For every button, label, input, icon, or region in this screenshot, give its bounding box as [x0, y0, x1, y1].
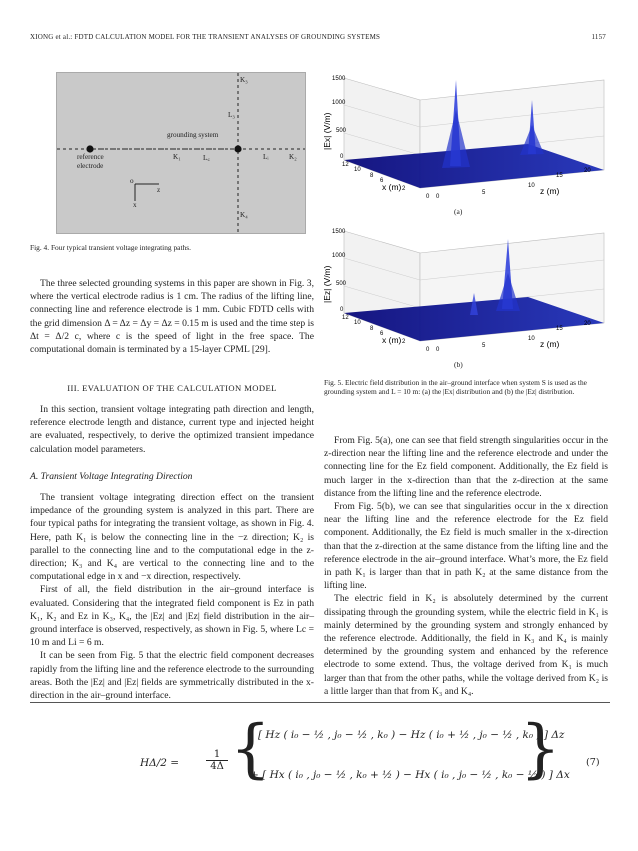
xtick-12: 12: [342, 162, 349, 168]
fraction-numerator: 1: [206, 749, 228, 761]
label-electrode: electrode: [77, 162, 104, 170]
figure-5b-sublabel: (b): [454, 360, 463, 369]
zlabel: z (m): [540, 339, 560, 349]
equation-lhs: HΔ/2 =: [140, 757, 180, 769]
fraction-denominator: 4Δ: [210, 761, 224, 772]
ylabel: |Ez| (V/m): [322, 265, 332, 303]
label-lc: L꜀: [203, 154, 210, 162]
equation-7: [30, 702, 610, 811]
xtick-8: 8: [370, 173, 374, 179]
xtick-6: 6: [380, 331, 384, 337]
label-k3: K₃: [240, 76, 248, 84]
label-k1: K₁: [173, 153, 181, 161]
ztick-10: 10: [528, 183, 535, 189]
label-l3: L₃: [228, 111, 235, 119]
vtick-0: 0: [340, 307, 344, 313]
label-axis-x: x: [133, 201, 137, 209]
ztick-20: 20: [584, 321, 591, 327]
xtick-12: 12: [342, 315, 349, 321]
label-grounding-system: grounding system: [167, 131, 219, 139]
right-column: [324, 434, 608, 698]
xtick-10: 10: [354, 320, 361, 326]
zlabel: z (m): [540, 186, 560, 196]
right-para-2: From Fig. 5(b), we can see that singularities occur in the x direction near the lifting line and the reference electrode for the Ez field component. Additionally, the Ez field is much smaller in the x-direction than that the z-direction at the same distance from the lifting line and the reference electrode in the air–ground interface. What’s more, the Ez field in path K₁ is larger than that in path K₂ at the same distance from the lifting line.: [324, 501, 608, 592]
xtick-0: 0: [426, 347, 430, 353]
equation-row-1: [ Hz ( i₀ − ½ , j₀ − ½ , k₀ ) − Hz ( i₀ + ½ , j₀ − ½ , k₀ ) ] Δz: [258, 729, 565, 741]
vtick-1000: 1000: [332, 253, 346, 259]
left-para-4: First of all, the field distribution in the air–ground interface is evaluated. Considering that the integrated field component is Ez in path K₁, K₂ and Ez in K₃, K₄, the |Ez| and |Ez| field distribution in the air–ground interface is observed, respectively, as shown in Fig. 5, where Lc = 10 m and Li = 6 m.: [30, 584, 314, 649]
section-title: III. EVALUATION OF THE CALCULATION MODEL: [67, 383, 277, 393]
xtick-10: 10: [354, 167, 361, 173]
label-k2: K₂: [289, 153, 297, 161]
left-brace: {: [230, 712, 271, 786]
figure-5a: [322, 70, 608, 220]
figure-5-caption: Fig. 5. Electric field distribution in the air–ground interface when system S is used as the grounding system and L = 10 m: (a) the |Ex| distribution and (b) the |Ez| distribution.: [324, 378, 587, 397]
xtick-2: 2: [402, 339, 406, 345]
figure-4-diagram: [56, 72, 306, 234]
left-para-3: The transient voltage integrating direction effect on the transient impedance of the grounding system is analyzed in this part. There are four typical paths for integrating the transient voltage, as shown in Fig. 4. Here, path K₁ is below the connecting line in the −z direction; K₂ is parallel to the connecting line and to the computational edge in the z-direction; K₃ and K₄ are vertical to the connecting line and to the computational edge in x and −x direction, respectively.: [30, 492, 314, 583]
vtick-1500: 1500: [332, 76, 346, 82]
equation-fraction: [206, 749, 228, 772]
right-para-3: The electric field in K₂ is absolutely determined by the current dissipating through the grounding system, while the electric field in K₁ is mainly determined by the grounding system and strongly enhanced by the reference electrode. Additionally, the field in K₃ and K₄ is mainly determined by the grounding system and enhanced by the reference electrode to some extend. Thus, the voltage derived from K₁ is much larger than that from the other paths, while the voltage derived from K₂ is a little larger than that from K₃ and K₄.: [324, 593, 608, 697]
equation-number: (7): [586, 757, 600, 768]
vtick-1500: 1500: [332, 229, 346, 235]
ztick-5: 5: [482, 190, 486, 196]
left-para-1: The three selected grounding systems in this paper are shown in Fig. 3, where the vertical electrode radius is 1 cm. The radius of the lifting line, connecting line and reference electrode is 1 mm. Cubic FDTD cells with the grid dimension Δ = Δz = Δy = Δz = 0.15 m is used and the time step is Δt = Δ/2 c, where c is the speed of light in the free space. The computational domain is terminated by a 15-layer CPML [29].: [30, 278, 315, 356]
subsection-title: A. Transient Voltage Integrating Direction: [30, 471, 193, 482]
vtick-500: 500: [336, 281, 347, 287]
vtick-500: 500: [336, 128, 347, 134]
right-para-1: From Fig. 5(a), one can see that field strength singularities occur in the z-direction near the lifting line and the reference electrode and under the connecting line for the Ez field component. Additionally, the Ez field is much larger in the x-direction than that the z-direction at the same distance from the lifting line and the reference electrode.: [324, 435, 608, 499]
ylabel: |Ex| (V/m): [322, 112, 332, 150]
right-brace: }: [520, 712, 561, 786]
ztick-15: 15: [556, 173, 563, 179]
ztick-5: 5: [482, 343, 486, 349]
ztick-10: 10: [528, 336, 535, 342]
figure-5b: [322, 223, 608, 375]
label-li: Lᵢ: [263, 153, 269, 161]
page-number: 1157: [591, 33, 606, 41]
running-title: XIONG et al.: FDTD CALCULATION MODEL FOR THE TRANSIENT ANALYSES OF GROUNDING SYSTEMS: [30, 33, 381, 41]
xtick-8: 8: [370, 326, 374, 332]
figure-5b-plot: [322, 223, 608, 375]
left-column-3: [30, 491, 314, 702]
xlabel: x (m): [382, 335, 402, 345]
label-reference: reference: [77, 153, 104, 161]
xtick-2: 2: [402, 186, 406, 192]
left-para-2: In this section, transient voltage integrating path direction and length, reference electrode length and distance, current type and injected height are evaluated, respectively, to derive the optimized transient impedance calculation model parameters.: [30, 404, 314, 455]
left-para-5: It can be seen from Fig. 5 that the electric field component decreases rapidly from the lifting line and the reference electrode to the surrounding areas. Both the |Ez| and |Ez| fields are symmetrically distributed in the x-direction in the air–ground interface.: [30, 650, 314, 702]
xtick-6: 6: [380, 178, 384, 184]
figure-5a-plot: [322, 70, 608, 220]
ztick-20: 20: [584, 168, 591, 174]
label-k4: K₄: [240, 211, 248, 219]
label-axis-z: z: [157, 186, 161, 194]
equation-row-2: + [ Hx ( i₀ , j₀ − ½ , k₀ + ½ ) − Hx ( i₀ , j₀ − ½ , k₀ − ½ ) ] Δx: [250, 769, 570, 781]
xtick-0: 0: [426, 194, 430, 200]
ztick-0: 0: [436, 347, 440, 353]
xlabel: x (m): [382, 182, 402, 192]
vtick-0: 0: [340, 154, 344, 160]
ztick-0: 0: [436, 194, 440, 200]
vtick-1000: 1000: [332, 100, 346, 106]
label-origin: o: [130, 177, 134, 185]
left-column-2: [30, 403, 314, 456]
figure-4-caption: Fig. 4. Four typical transient voltage integrating paths.: [30, 243, 191, 252]
figure-5a-sublabel: (a): [454, 207, 463, 216]
ztick-15: 15: [556, 326, 563, 332]
left-column: [30, 277, 314, 356]
